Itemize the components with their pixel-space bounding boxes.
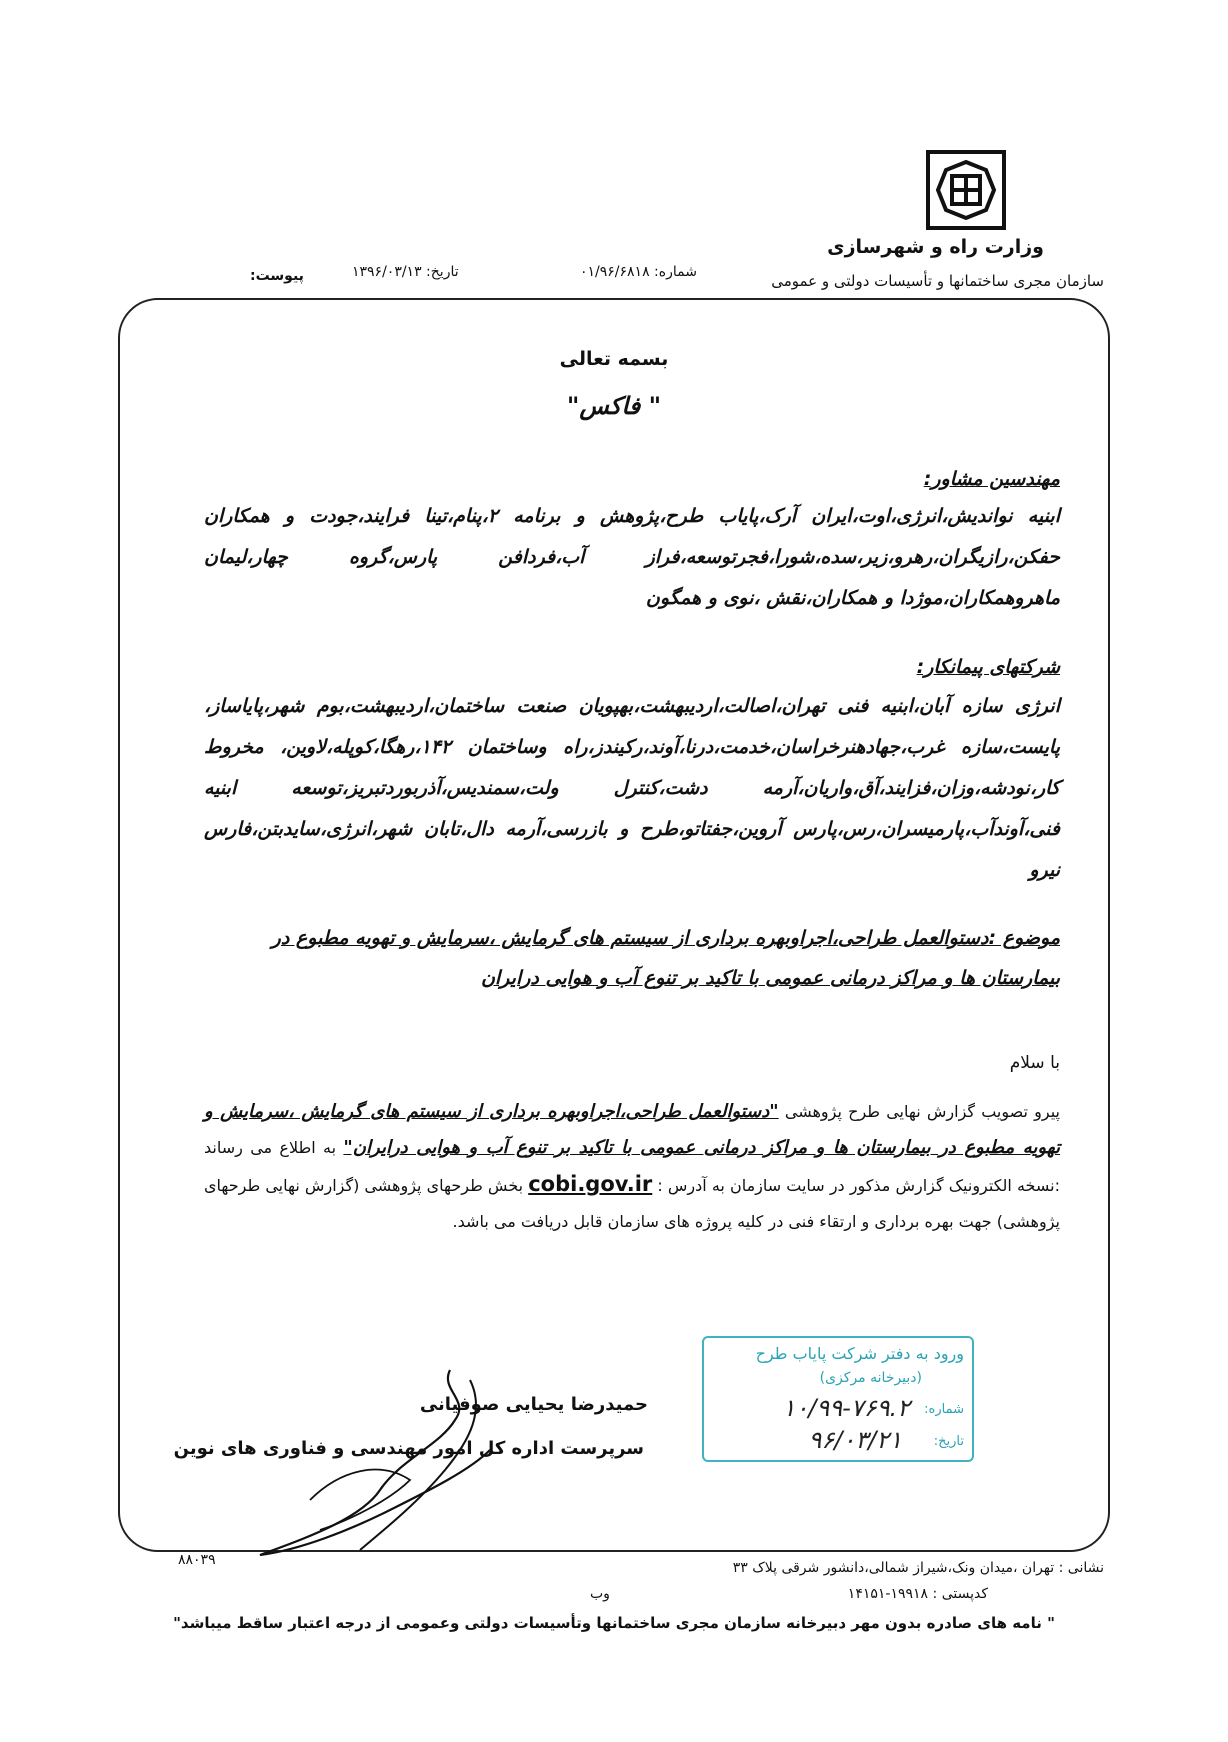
signatory-title: سرپرست اداره کل امور مهندسی و فناوری های نوین	[173, 1438, 644, 1459]
footer-fax-fragment: ۸۸۰۳۹	[178, 1552, 216, 1568]
footer-disclaimer: " نامه های صادره بدون مهر دبیرخانه سازمان مجری ساختمانها وتأسیسات دولتی وعمومی از درجه اعتبار ساقط میباشد"	[173, 1614, 1055, 1632]
ministry-name: وزارت راه و شهرسازی	[827, 236, 1044, 258]
stamp-date-label: تاریخ:	[933, 1434, 964, 1449]
attachment-label: پیوست:	[250, 268, 304, 284]
subject-line: موضوع :دستوالعمل طراحی،اجراوبهره برداری از سیستم های گرمایش ،سرمایش و تهویه مطبوع در بیمارستان ها و مراکز درمانی عمومی با تاکید بر تنوع آب و هوایی درایران	[271, 927, 1060, 989]
body-intro: پیرو تصویب گزارش نهایی طرح پژوهشی	[784, 1102, 1061, 1121]
report-title: "دستوالعمل طراحی،اجراوبهره برداری از سیستم های گرمایش ،سرمایش و تهویه مطبوع در بیمارستان ها و مراکز درمانی عمومی با تاکید بر تنوع آب و هوایی درایران"	[204, 1101, 1060, 1158]
stamp-subtitle: (دبیرخانه مرکزی)	[819, 1370, 922, 1386]
footer-postal-code: کدپستی : ۱۹۹۱۸-۱۴۱۵۱	[847, 1586, 988, 1602]
letter-date: تاریخ: ۱۳۹۶/۰۳/۱۳	[352, 264, 459, 280]
basmala: بسمه تعالی	[559, 348, 669, 370]
received-stamp	[702, 1336, 974, 1462]
stamp-date-value: ۹۶/۰۳/۲۱	[808, 1426, 902, 1454]
fax-title: " فاکس"	[566, 392, 662, 420]
contractors-list: انرژی سازه آبان،ابنیه فنی تهران،اصالت،اردیبهشت،بهپویان صنعت ساختمان،اردیبهشت،بوم شهر،پایاساز، پایست،سازه غرب،جهادهنرخراسان،خدمت،درنا،آوند،رکیندز،راه وساختمان ۱۴۲،رهگا،کوپله،لاوین، مخروط کار،نودشه،وزان،فزایند،آق،واریان،آرمه دشت،کنترل ولت،سمندیس،آذربوردتبریز،توسعه ابنیه فنی،آوندآب،پارمیسران،رس،پارس آروین،جفتاتو،طرح و بازرسی،آرمه دال،تابان شهر،انرژی،سایدبتن،فارس نیرو	[204, 695, 1060, 881]
organization-name: سازمان مجری ساختمانها و تأسیسات دولتی و عمومی	[771, 272, 1104, 290]
signatory-name: حمیدرضا یحیایی صوفیانی	[419, 1394, 648, 1415]
greeting: با سلام	[1009, 1053, 1060, 1073]
consultants-heading: مهندسین مشاور:	[923, 468, 1060, 490]
footer-web: وب	[590, 1586, 610, 1602]
contractors-heading: شرکتهای پیمانکار:	[916, 656, 1060, 678]
website-link[interactable]: cobi.gov.ir	[528, 1172, 653, 1196]
footer-address: نشانی : تهران ،میدان ونک،شیراز شمالی،دانشور شرقی پلاک ۳۳	[732, 1560, 1104, 1576]
body-end: بخش طرحهای پژوهشی (گزارش نهایی طرحهای پژوهشی) جهت بهره برداری و ارتقاء فنی در کلیه پروژه های سازمان قابل دریافت می باشد.	[204, 1176, 1060, 1231]
stamp-number-label: شماره:	[924, 1402, 964, 1417]
ministry-logo	[926, 150, 1006, 230]
stamp-title: ورود به دفتر شرکت پایاب طرح	[755, 1344, 964, 1363]
stamp-number-value: ۱۰/۹۹-۷۶۹.۲	[782, 1394, 910, 1422]
consultants-list: ابنیه نواندیش،انرژی،اوت،ایران آرک،پایاب طرح،پژوهش و برنامه ۲،پنام،تینا فرایند،جودت و همکاران حفکن،رازیگران،رهرو،زیر،سده،شورا،فجرتوسعه،فراز آب،فردافن پارس،گروه چهار،لیمان ماهروهمکاران،موژدا و همکاران،نقش ،نوی و همگون	[204, 505, 1060, 609]
body-middle: به اطلاع می رساند :نسخه الکترونیک گزارش مذکور در سایت سازمان به آدرس :	[204, 1138, 1060, 1195]
letter-number: شماره: ۰۱/۹۶/۶۸۱۸	[580, 264, 697, 280]
letter-body	[204, 1094, 1060, 1240]
handwritten-signature	[240, 1350, 560, 1570]
